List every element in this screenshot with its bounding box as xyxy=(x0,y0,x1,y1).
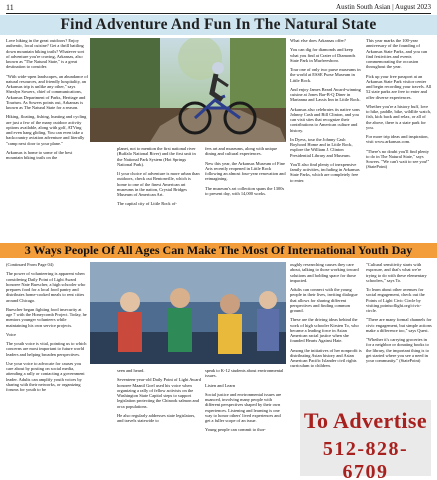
paragraph: You can dig for diamonds and keep what you find at Crater of Diamonds State Park in Murfreesboro. xyxy=(290,47,356,63)
paragraph: Use your voice to advocate for causes you care about by posting on social media, attending a rally or contacting a government leader. Adults can amplify youth voices by sharing with their networks, or organizing forums for youth to be xyxy=(6,360,85,392)
paragraph: Buescher began fighting food insecurity at age 7 with the Honeycomb Project. Today, he mentors younger volunteers while maintaining his own service projects. xyxy=(6,306,87,328)
article1-col2 xyxy=(117,146,201,242)
advertise-phone: 512-828-6709 xyxy=(322,438,409,480)
paragraph: (Continued From Page 04) xyxy=(6,262,54,267)
headline-arkansas: Find Adventure And Fun In The Natural State xyxy=(0,15,437,35)
volunteers-photo xyxy=(90,262,286,364)
paragraph: speak to K-12 students about environmental issues. xyxy=(205,368,284,379)
paragraph: planet, not to mention the first national river (Buffalo National River) and the first unit in the National Park System (Hot Springs National Park). xyxy=(117,146,196,167)
advertise-heading: To Advertise xyxy=(303,408,428,433)
paragraph: Tour one of only two purse museums in the world at ESSE Purse Museum in Little Rock. xyxy=(290,67,361,83)
paragraph: The power of volunteering is apparent when considering Daily Point of Light Award honoree Nate Buescher, a high schooler who prepares food for a local food pantry and distributes home-cooked meals to rent cities around Chicago. xyxy=(6,271,86,303)
paragraph: Seventeen-year-old Daily Point of Light Award honoree Maanil Goel used his voice when organizing a rally of fellow activists on the Washington State Capitol steps to support legislation protecting the Chinook salmon and orca populations. xyxy=(117,377,201,409)
paragraph: The youth voice is vital, pointing us to which concerns are most important to future world leaders and helping broaden perspectives. xyxy=(6,341,87,357)
paragraph: The capital city of Little Rock of- xyxy=(117,201,177,207)
paragraph: fers art and museums, along with unique dining and cultural experiences. xyxy=(205,146,278,157)
paragraph: To learn about other avenues for social engagement, check out the Points of Light Civic Circle by visiting pointsoflight.org/civic-circle. xyxy=(366,287,425,313)
paragraph: He also regularly addresses state legislators, and travels statewide to xyxy=(117,412,196,423)
paragraph: oughly researching causes they care about, talking to those working toward solutions and holding space for those impacted. xyxy=(290,262,359,283)
paragraph: Arkansas also celebrates its native sons Johnny Cash and Bill Clinton, and you can visit sites that recognize their contributions to American culture and history. xyxy=(290,106,360,133)
article2-col5 xyxy=(366,262,432,398)
paragraph: "With wide-open landscapes, an abundance of natural resources, and friendly hospitality, an Arkansas trip is unlike any other," says Shealyn Sowers, chief of communications, Arkansas Department of Parks, Heritage and Tourism. As Sowers points out, Arkansas is known as The Natural State for a reason. xyxy=(6,73,88,110)
publication-line: Austin South Asian | August 2023 xyxy=(336,3,431,11)
paragraph: This year marks the 100-year anniversary of the founding of Arkansas State Parks, and you can find festivities and events commemorating the occasion throughout the year. xyxy=(366,38,428,70)
paragraph: For more trip ideas and inspiration, visit www.arkansas.com. xyxy=(366,134,429,145)
paragraph: seen and heard. xyxy=(117,368,145,373)
paragraph: Among the initiatives of her nonprofit is distributing Asian history and Asian American Pacific Islander civil rights curriculum to children. xyxy=(290,347,362,369)
paragraph: Listen and Learn xyxy=(205,382,236,388)
article1-col3 xyxy=(205,146,287,242)
paragraph: "Whether it's carrying groceries in for a neighbor or donating books to the library, the important thing is to get started where you see a need in your community." (StatePoint) xyxy=(366,337,429,363)
article2-col4 xyxy=(290,262,362,398)
paragraph: Young people can commit to thor- xyxy=(205,427,266,433)
paragraph: In Dyess, tour the Johnny Cash Boyhood Home and in Little Rock, explore the William J. Clinton Presidential Library and Museum. xyxy=(290,136,353,158)
paragraph: If your choice of adventure is more urban than outdoors, check out Bentonville, which is home to one of the finest American art museums in the nation, Crystal Bridges Museum of American Art. xyxy=(117,171,200,197)
paragraph: Arkansas is home to some of the best mountain biking trails on the xyxy=(6,149,73,160)
mountain-bike-photo-art xyxy=(90,38,286,142)
paragraph: Pick up your free passport at an Arkansas State Park visitor center and begin recording your travels. All 52 state parks are free to enter and offer diverse experiences. xyxy=(366,73,432,100)
article1-col5 xyxy=(366,38,432,242)
headline-youth-day: 3 Ways People Of All Ages Can Make The Most Of International Youth Day xyxy=(0,243,437,258)
paragraph: Love hiking in the great outdoors? Enjoy authentic, local cuisine? Get a thrill battling down mountain biking trails? Whatever sort of adventure you're craving, Arkansas, also known as "The Natural State," is a great destination to consider. xyxy=(6,38,85,70)
article2-col3 xyxy=(205,368,287,476)
article2-col2 xyxy=(117,368,201,476)
paragraph: New this year, the Arkansas Museum of Fine Arts recently reopened in Little Rock following an almost four-year renovation and reimagining. xyxy=(205,160,286,182)
article2-col1 xyxy=(6,262,88,476)
paragraph: Hiking, floating, fishing, hunting and cycling are just a few of the many outdoor activity options available, along with golf, ATVing and even hang gliding. You can even take a backcountry aviation adventure and literally "camp next door to your plane." xyxy=(6,114,87,146)
paragraph: Whether you're a history buff, love to hike, paddle, bike, wildlife watch, fish, kick back and relax, or all of the above, there is a state park for you. xyxy=(366,103,431,130)
mountain-bike-photo xyxy=(90,38,286,142)
paragraph: "Cultural sensitivity starts with exposure, and that's what we're trying to do with these elementary schoolers," says To. xyxy=(366,262,427,283)
article1-col1 xyxy=(6,38,88,242)
paragraph: Adults can connect with the young people in their lives, inviting dialogue that allows for sharing different perspectives and finding common ground. xyxy=(290,287,358,313)
paragraph: These are the driving ideas behind the work of high schooler Kirsten To, who became a leading force in Asian American racial justice when she founded Hearts Against Hate. xyxy=(290,317,359,344)
advertise-box xyxy=(300,400,431,480)
article1-col4 xyxy=(290,38,362,242)
paragraph: And enjoy James Beard Award-winning cuisine at Jones Bar-B-Q Diner in Marianna and Lassis Inn in Little Rock. xyxy=(290,86,361,103)
paragraph: Social justice and environmental issues are nuanced, involving many people with different perspectives shaped by their own experiences. Listening and learning is one way to honor others' lived experiences and get a fuller scope of an issue. xyxy=(205,391,282,423)
paragraph: You'll also find plenty of inexpensive family activities, including in Arkansas State Parks, which are completely free to enter. xyxy=(290,161,360,183)
page-number: 11 xyxy=(6,3,14,12)
paragraph: "There are many formal channels for civic engagement, but simple actions make a difference too," says Quest. xyxy=(366,317,432,333)
paragraph: Voice xyxy=(6,331,17,337)
page-header xyxy=(6,2,431,14)
volunteers-photo-art xyxy=(90,262,286,364)
paragraph: "There's no doubt you'll find plenty to do in The Natural State," says Sowers. "We can't wait to see you!" (StatePoint) xyxy=(366,148,430,170)
paragraph: The museum's art collection spans the 1300s to present day, with 14,000 works. xyxy=(205,185,285,196)
paragraph: What else does Arkansas offer? xyxy=(290,38,346,43)
